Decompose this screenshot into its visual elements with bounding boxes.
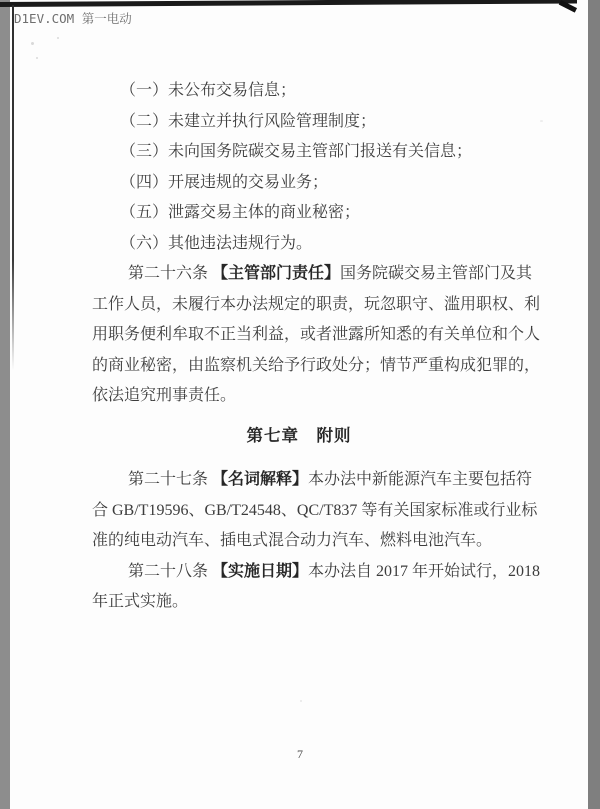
text-segment: （三）未向国务院碳交易主管部门报送有关信息； xyxy=(120,143,473,160)
list-item xyxy=(92,198,538,229)
list-item xyxy=(92,229,538,260)
paragraph-line xyxy=(92,320,541,351)
paragraph-line xyxy=(92,526,538,557)
text-segment: 合 GB/T19596、GB/T24548、QC/T837 等有关国家标准或行业标 xyxy=(92,501,538,519)
text-segment: （六）其他违法违规行为。 xyxy=(120,234,313,252)
text-segment: 年正式实施。 xyxy=(92,593,189,610)
text-segment: 国务院碳交易主管部门及其 xyxy=(340,265,533,282)
emphasized-text: 【实施日期】 xyxy=(212,562,309,580)
paragraph-first-line xyxy=(92,557,541,588)
chapter-heading xyxy=(76,421,522,452)
paragraph-first-line xyxy=(92,465,538,496)
scan-border-right xyxy=(588,0,600,809)
text-segment: 依法追究刑事责任。 xyxy=(92,387,237,404)
emphasized-text: 【名词解释】 xyxy=(212,471,309,488)
text-segment: （五）泄露交易主体的商业秘密； xyxy=(120,204,361,221)
paragraph-line xyxy=(92,496,538,527)
watermark: D1EV.COM 第一电动 xyxy=(14,11,132,26)
paragraph-line xyxy=(92,351,541,382)
scan-artifact-edge-shadow xyxy=(12,5,14,370)
text-segment: 本办法中新能源汽车主要包括符 xyxy=(308,471,533,488)
text-segment: 本办法自 2017 年开始试行，2018 xyxy=(308,562,541,580)
paragraph-first-line xyxy=(92,259,538,290)
list-item xyxy=(92,168,538,199)
emphasized-text: 第七章 附则 xyxy=(246,425,352,445)
text-segment: 准的纯电动汽车、插电式混合动力汽车、燃料电池汽车。 xyxy=(92,532,493,549)
text-segment: 第二十七条 xyxy=(128,471,213,488)
scan-speck xyxy=(300,700,302,702)
document-body xyxy=(92,76,541,618)
scan-speck xyxy=(540,120,543,122)
text-segment: 第二十六条 xyxy=(128,265,213,282)
paragraph-line xyxy=(92,381,538,412)
scan-speck xyxy=(57,37,59,39)
list-item xyxy=(92,76,538,107)
text-segment: 第二十八条 xyxy=(128,562,213,580)
page-number: 7 xyxy=(297,747,303,761)
text-segment: 用职务便利牟取不正当利益，或者泄露所知悉的有关单位和个人 xyxy=(92,326,541,343)
emphasized-text: 【主管部门责任】 xyxy=(212,265,341,282)
scan-artifact-top-bar xyxy=(0,0,577,7)
paragraph-line xyxy=(92,290,541,321)
scan-speck xyxy=(36,57,38,59)
list-item xyxy=(92,107,538,138)
text-segment: （二）未建立并执行风险管理制度； xyxy=(120,112,377,130)
text-segment: 的商业秘密，由监察机关给予行政处分；情节严重构成犯罪的， xyxy=(92,356,541,374)
text-segment: （四）开展违规的交易业务； xyxy=(120,173,329,191)
paragraph-line xyxy=(92,587,538,618)
list-item xyxy=(92,137,538,168)
text-segment: （一）未公布交易信息； xyxy=(120,82,297,99)
text-segment: 工作人员，未履行本办法规定的职责，玩忽职守、滥用职权、利 xyxy=(92,295,541,313)
scan-border-left xyxy=(0,0,10,809)
scan-speck xyxy=(31,42,34,45)
